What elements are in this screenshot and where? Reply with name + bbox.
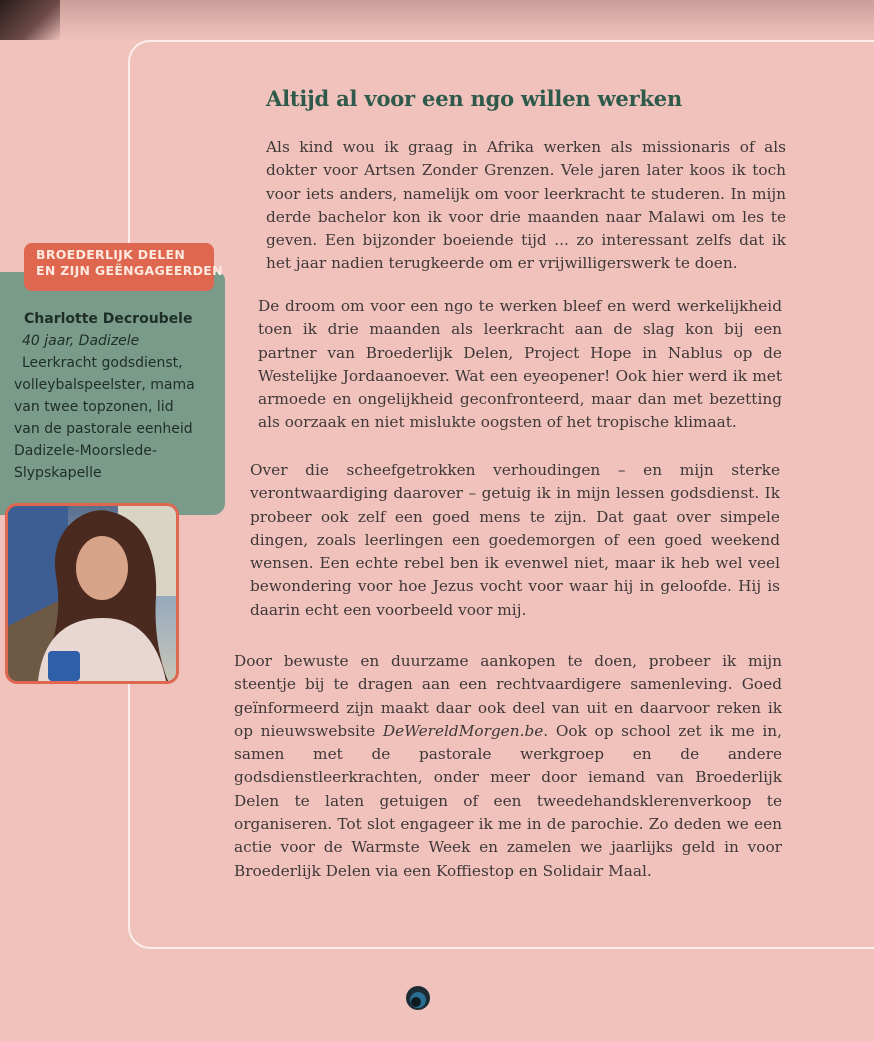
portrait-illustration — [8, 506, 176, 681]
series-tag — [24, 243, 223, 291]
profile-text — [10, 308, 220, 484]
paragraph-4-end: . Ook op school zet ik me in, samen met de pastorale werkgroep en de andere godsdienstleerkrachten, onder meer door iemand van Broederlijk Delen te laten getuigen of een tweedehandsklerenverkoop te organiseren. Tot slot engageer ik me in de parochie. Zo deden we een actie voor de Warmste Week en zamelen we jaarlijks geld in voor Broederlijk Delen via een Koffiestop en Solidair Maal. — [234, 721, 782, 880]
paragraph-3: Over die scheefgetrokken verhoudingen – en mijn sterke verontwaardiging daarover – getuig ik in mijn lessen godsdienst. Ik probeer ook zelf een goed mens te zijn. Dat gaat over simpele dingen, zoals leerlingen een goedemorgen of een goed weekend wensen. Een echte rebel ben ik evenwel niet, maar ik heb wel veel bewondering voor hoe Jezus vocht voor waar hij in geloofde. Hij is daarin echt een voorbeeld voor mij. — [250, 461, 780, 619]
website-name: DeWereldMorgen.be — [382, 721, 544, 740]
person-name: Charlotte Decroubele — [24, 311, 193, 327]
bio-line: Dadizele-Moorslede- — [14, 443, 157, 459]
person-age-place: 40 jaar, Dadizele — [22, 333, 140, 349]
paragraph-4-start: Door bewuste en duurzame aankopen te doen, probeer ik mijn steentje bij te dragen aan een rechtvaardigere samenleving. Goed geïnformeerd zijn maakt daar ook deel van uit en daarvoor reken ik op nieuwswebsite — [234, 652, 782, 740]
binding-ring-icon — [405, 985, 431, 1011]
series-tag-line-2: EN ZIJN GEËNGAGEERDEN — [36, 263, 223, 278]
page-top-shadow — [0, 0, 874, 40]
paragraph-2: De droom om voor een ngo te werken bleef en werd werkelijkheid toen ik drie maanden als leerkracht aan de slag kon bij een partner van Broederlijk Delen, Project Hope in Nablus op de Westelijke Jordaanoever. Wat een eyeopener! Ook hier werd ik met armoede en ongelijkheid geconfronteerd, maar dan met bezetting als oorzaak en niet mislukte oogsten of het tropische klimaat. — [258, 297, 782, 432]
portrait-photo — [5, 503, 179, 684]
bio-line: van de pastorale eenheid — [14, 421, 193, 437]
bio-line: Leerkracht godsdienst, — [22, 355, 183, 371]
bio-line: volleybalspeelster, mama — [14, 377, 195, 393]
face-shape — [76, 536, 128, 600]
series-tag-line-1: BROEDERLIJK DELEN — [36, 247, 186, 262]
bio-line: Slypskapelle — [14, 465, 102, 481]
bio-line: van twee topzonen, lid — [14, 399, 174, 415]
can-shape — [48, 651, 80, 681]
paragraph-1: Als kind wou ik graag in Afrika werken als missionaris of als dokter voor Artsen Zonder Grenzen. Vele jaren later koos ik toch voor iets anders, namelijk om voor leerkracht te studeren. In mijn derde bachelor kon ik voor drie maanden naar Malawi om les te geven. Een bijzonder boeiende tijd ... zo interessant zelfs dat ik het jaar nadien terugkeerde om er vrijwilligerswerk te doen. — [266, 138, 786, 273]
article-heading: Altijd al voor een ngo willen werken — [266, 86, 683, 111]
binding-shadow — [0, 0, 60, 40]
paragraph-4 — [234, 650, 782, 883]
